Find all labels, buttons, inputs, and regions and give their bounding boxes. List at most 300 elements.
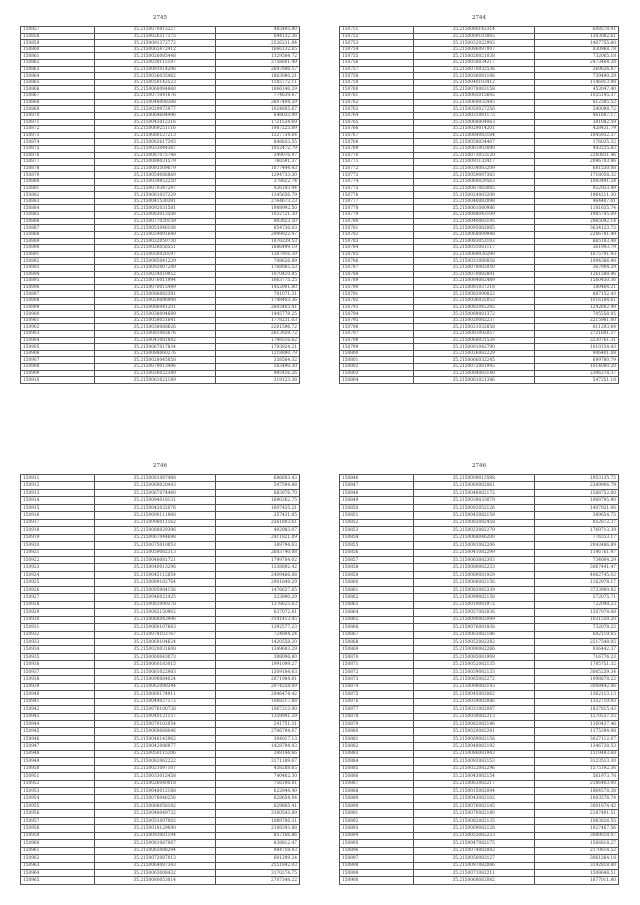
row-id-cell: 150961 [21,847,95,854]
row-id-cell: 150863 [340,601,414,608]
coordinate-cell: 35.2150051007002 [94,817,215,824]
coordinate-cell: 35.2150046082172 [413,489,534,496]
row-id-cell: 150962 [21,855,95,862]
row-id-cell: 150860 [21,46,95,53]
value-cell: 740402.30 [215,773,299,780]
table-row [340,212,619,219]
coordinate-cell: 35.2150060107663 [94,624,215,631]
row-id-cell: 150804 [340,377,414,384]
value-cell: 1566818.27 [534,840,618,847]
row-id-cell: 150752 [340,33,414,40]
coordinate-cell: 35.2150059082313 [94,549,215,556]
coordinate-cell: 35.2150046142962 [94,735,215,742]
row-id-cell: 150890 [340,802,414,809]
table-row [340,683,619,690]
data-table [339,474,619,885]
row-id-cell: 150881 [21,185,95,192]
value-cell: 682119.65 [534,631,618,638]
value-cell: 3733900.82 [534,586,618,593]
coordinate-cell: 35.2150082082146 [413,720,534,727]
row-id-cell: 150935 [21,653,95,660]
value-cell: 708626.89 [215,258,299,265]
value-cell: 561973.78 [534,773,618,780]
row-id-cell: 150903 [21,331,95,338]
coordinate-cell: 35.2150021097107 [94,765,215,772]
coordinate-cell: 35.2150043082102 [413,795,534,802]
value-cell: 857166.86 [215,832,299,839]
value-cell: 1175394.98 [534,728,618,735]
value-cell: 1303082.61 [534,33,618,40]
row-id-cell: 150890 [21,245,95,252]
value-cell: 485495.80 [215,27,299,34]
table-row [340,245,619,252]
coordinate-cell: 35.2150022082296 [413,765,534,772]
table-row [21,205,300,212]
coordinate-cell: 35.2150072087013 [94,855,215,862]
row-id-cell: 150940 [21,691,95,698]
table-row [21,788,300,795]
table-row [340,720,619,727]
coordinate-cell: 35.2150048049732 [94,810,215,817]
table-row [21,750,300,757]
value-cell: 2764673.23 [215,198,299,205]
value-cell: 1089706.31 [215,817,299,824]
coordinate-cell: 35.2150031082087 [413,706,534,713]
coordinate-cell: 35.2150069082158 [413,735,534,742]
value-cell: 2871984.81 [215,676,299,683]
coordinate-cell: 35.2150070347297 [94,185,215,192]
table-row [21,653,300,660]
table-row [340,172,619,179]
coordinate-cell: 35.2150070032536 [413,66,534,73]
coordinate-cell: 35.2150068046200 [413,534,534,541]
coordinate-cell: 35.2150081092057 [413,331,534,338]
table-row [340,278,619,285]
value-cell: 464407.01 [534,198,618,205]
coordinate-cell: 35.2150090082266 [413,646,534,653]
coordinate-cell: 35.2150080142314 [413,27,534,34]
coordinate-cell: 35.2150074103767 [94,631,215,638]
coordinate-cell: 35.2150082082135 [413,817,534,824]
value-cell: 1024605.67 [215,106,299,113]
value-cell: 716776.23 [534,653,618,660]
coordinate-cell: 35.2150065088294 [94,847,215,854]
row-id-cell: 150956 [21,810,95,817]
coordinate-cell: 35.2150040013296 [94,564,215,571]
row-id-cell: 150856 [340,549,414,556]
table-row [340,579,619,586]
table-row [340,877,619,884]
value-cell: 2043486.89 [534,542,618,549]
row-id-cell: 150896 [21,284,95,291]
table-row [21,317,300,324]
value-cell: 681530.08 [534,165,618,172]
table-row [21,185,300,192]
coordinate-cell: 35.2150080053014 [94,877,215,884]
table-row [340,46,619,53]
row-id-cell: 150947 [21,743,95,750]
row-id-cell: 150853 [340,527,414,534]
value-cell: 644132.36 [215,33,299,40]
coordinate-cell: 35.2150084083140 [413,370,534,377]
row-id-cell: 150888 [340,788,414,795]
coordinate-cell: 35.2150060183015 [94,661,215,668]
row-id-cell: 150790 [340,284,414,291]
table-row [21,53,300,60]
table-row [340,788,619,795]
value-cell: 1793924.21 [215,344,299,351]
table-row [340,112,619,119]
value-cell: 648033.99 [215,112,299,119]
table-row [340,53,619,60]
row-id-cell: 150892 [21,258,95,265]
table-row [340,284,619,291]
table-row [21,66,300,73]
value-cell: 1428794.03 [215,743,299,750]
value-cell: 3160543.89 [215,810,299,817]
table-row [21,73,300,80]
table-row [21,862,300,869]
coordinate-cell: 35.2150066043996 [94,616,215,623]
row-id-cell: 150912 [21,482,95,489]
table-row [21,278,300,285]
row-id-cell: 150891 [340,810,414,817]
value-cell: 547594.88 [215,482,299,489]
row-id-cell: 150896 [340,847,414,854]
row-id-cell: 150884 [340,758,414,765]
table-row [21,27,300,34]
coordinate-cell: 35.2150048008388 [94,99,215,106]
value-cell: 2605405.41 [215,304,299,311]
table-row [21,609,300,616]
value-cell: 1508648.51 [534,870,618,877]
table-row [340,802,619,809]
coordinate-cell: 35.2150081087488 [94,475,215,482]
table-row [340,758,619,765]
row-id-cell: 150799 [340,344,414,351]
coordinate-cell: 35.2150050020197 [94,251,215,258]
table-row [21,586,300,593]
row-id-cell: 150897 [340,855,414,862]
value-cell: 357431.05 [215,512,299,519]
row-id-cell: 150965 [21,877,95,884]
table-row [340,810,619,817]
row-id-cell: 150921 [21,549,95,556]
coordinate-cell: 35.2150042082159 [413,512,534,519]
table-row [21,172,300,179]
coordinate-cell: 35.2150071082211 [413,870,534,877]
table-row [21,795,300,802]
coordinate-cell: 35.2150040121157 [94,713,215,720]
table-row [340,132,619,139]
row-id-cell: 150795 [340,317,414,324]
coordinate-cell: 35.2150045012316 [94,119,215,126]
value-cell: 1093491.24 [534,179,618,186]
value-cell: 2946474.42 [215,691,299,698]
coordinate-cell: 35.2150070092891 [413,271,534,278]
coordinate-cell: 35.2150062098244 [94,683,215,690]
value-cell: 389794.63 [215,542,299,549]
table-row [340,527,619,534]
row-id-cell: 150893 [21,264,95,271]
table-row [21,475,300,482]
coordinate-cell: 35.2150048012188 [94,788,215,795]
coordinate-cell: 35.2150061037229 [94,192,215,199]
table-row [21,765,300,772]
coordinate-cell: 35.2150087075748 [94,152,215,159]
coordinate-cell: 35.2150071041676 [94,93,215,100]
row-id-cell: 150941 [21,698,95,705]
value-cell: 1718058.32 [534,172,618,179]
row-id-cell: 150892 [340,817,414,824]
value-cell: 1420558.20 [215,638,299,645]
value-cell: 1032721.30 [215,212,299,219]
table-row [340,601,619,608]
value-cell: 812385.52 [534,99,618,106]
table-row [340,728,619,735]
coordinate-cell: 35.2150076046256 [94,795,215,802]
row-id-cell: 150758 [340,73,414,80]
table-row [340,549,619,556]
coordinate-cell: 35.2150068082082 [413,877,534,884]
row-id-cell: 150857 [21,27,95,34]
value-cell: 852872.37 [534,519,618,526]
table-row [340,847,619,854]
table-row [340,676,619,683]
table-row [340,616,619,623]
value-cell: 774639.87 [215,93,299,100]
row-id-cell: 150851 [340,512,414,519]
row-id-cell: 150769 [340,145,414,152]
row-id-cell: 150883 [340,750,414,757]
table-row [21,601,300,608]
row-id-cell: 150877 [21,159,95,166]
coordinate-cell: 35.2150028045858 [94,357,215,364]
row-id-cell: 150849 [340,497,414,504]
row-id-cell: 150859 [340,571,414,578]
coordinate-cell: 35.2150089081929 [413,571,534,578]
table-row [340,231,619,238]
coordinate-cell: 35.2150067017834 [94,344,215,351]
table-row [21,579,300,586]
value-cell: 367904.29 [534,264,618,271]
coordinate-cell: 35.2150031081117 [413,245,534,252]
row-id-cell: 150882 [21,192,95,199]
value-cell: 1146913.98 [534,79,618,86]
row-id-cell: 150910 [21,377,95,384]
value-cell: 1218890.79 [215,350,299,357]
row-id-cell: 150943 [21,713,95,720]
row-id-cell: 150913 [21,489,95,496]
table-row [21,291,300,298]
coordinate-cell: 35.2150076081838 [413,624,534,631]
table-row [21,728,300,735]
row-id-cell: 150787 [340,264,414,271]
table-row [21,264,300,271]
row-id-cell: 150925 [21,579,95,586]
coordinate-cell: 35.2150021032858 [413,324,534,331]
value-cell: 3634123.72 [534,225,618,232]
table-row [21,304,300,311]
value-cell: 323890.29 [215,594,299,601]
row-id-cell: 150891 [21,251,95,258]
value-cell: 2096703.96 [534,159,618,166]
coordinate-cell: 35.2150060029563 [413,179,534,186]
value-cell: 3142818.80 [534,862,618,869]
coordinate-cell: 35.2150063008432 [94,870,215,877]
table-row [21,743,300,750]
value-cell: 936442.37 [534,646,618,653]
table-row [21,564,300,571]
table-row [21,106,300,113]
coordinate-cell: 35.2150088060276 [94,350,215,357]
value-cell: 338564.32 [215,357,299,364]
table-row [340,475,619,482]
coordinate-cell: 35.2150041081892 [94,337,215,344]
table-row [21,646,300,653]
row-id-cell: 150868 [21,99,95,106]
value-cell: 1877011.80 [534,877,618,884]
value-cell: 3027112.07 [534,735,618,742]
value-cell: 2647806.57 [215,66,299,73]
row-id-cell: 150939 [21,683,95,690]
row-id-cell: 150802 [340,364,414,371]
coordinate-cell: 35.2150090111968 [94,512,215,519]
table-row [21,231,300,238]
value-cell: 776553.17 [534,534,618,541]
table-row [340,594,619,601]
coordinate-cell: 35.2150033015458 [94,773,215,780]
value-cell: 2706794.07 [215,728,299,735]
coordinate-cell: 35.2150048082192 [413,743,534,750]
value-cell: 398096.80 [215,653,299,660]
coordinate-cell: 35.2150038094689 [94,311,215,318]
page-number: 2746 [472,463,486,469]
value-cell: 381082.59 [534,119,618,126]
table-row [21,624,300,631]
coordinate-cell: 35.2150061021346 [413,377,534,384]
coordinate-cell: 35.2150031080858 [413,258,534,265]
value-cell: 2170614.52 [534,847,618,854]
value-cell: 611293.64 [534,324,618,331]
table-row [340,198,619,205]
row-id-cell: 150934 [21,646,95,653]
value-cell: 2551842.03 [215,862,299,869]
coordinate-cell: 35.2150098011162 [94,519,215,526]
value-cell: 176035.32 [534,139,618,146]
coordinate-cell: 35.2150081087067 [94,840,215,847]
row-id-cell: 150931 [21,624,95,631]
table-row [21,847,300,854]
coordinate-cell: 35.2150053046108 [94,225,215,232]
row-id-cell: 150866 [21,86,95,93]
table-row [340,304,619,311]
table-row [21,271,300,278]
table-row [340,218,619,225]
value-cell: 3230761.31 [534,337,618,344]
table-row [340,331,619,338]
row-id-cell: 150763 [340,106,414,113]
row-id-cell: 150880 [340,728,414,735]
row-id-cell: 150952 [21,780,95,787]
coordinate-cell: 35.2150081099378 [94,601,215,608]
table-row [21,46,300,53]
table-row [340,79,619,86]
value-cell: 830968.78 [534,46,618,53]
value-cell: 756198.81 [215,780,299,787]
value-cell: 922933.49 [534,185,618,192]
table-row [21,284,300,291]
table-row [340,66,619,73]
coordinate-cell: 35.2150041530381 [94,198,215,205]
row-id-cell: 150928 [21,601,95,608]
table-row [340,735,619,742]
coordinate-cell: 35.2150026082229 [413,350,534,357]
table-row [340,825,619,832]
table-row [340,698,619,705]
row-id-cell: 150764 [340,112,414,119]
coordinate-cell: 35.2150029014201 [413,126,534,133]
row-id-cell: 150893 [340,825,414,832]
row-id-cell: 150772 [340,165,414,172]
table-row [340,126,619,133]
value-cell: 3061264.18 [534,855,618,862]
value-cell: 1063826.55 [534,817,618,824]
table-row [21,594,300,601]
value-cell: 1016184.61 [534,297,618,304]
row-id-cell: 150881 [340,735,414,742]
coordinate-cell: 35.2150070082180 [413,810,534,817]
table-row [340,780,619,787]
value-cell: 781071.31 [215,291,299,298]
coordinate-cell: 35.2150085041229 [94,258,215,265]
value-cell: 1242602.49 [534,304,618,311]
table-row [340,832,619,839]
row-id-cell: 150870 [21,112,95,119]
coordinate-cell: 35.2150068004063 [413,119,534,126]
value-cell: 1160437.46 [534,720,618,727]
value-cell: 1769713.39 [534,527,618,534]
value-cell: 1035145.37 [534,93,618,100]
row-id-cell: 150911 [21,475,95,482]
coordinate-cell: 35.2150093081194 [94,832,215,839]
table-row [21,297,300,304]
table-row [340,661,619,668]
table-row [340,297,619,304]
page-number: 2745 [153,15,167,21]
coordinate-cell: 35.2150068009948 [413,231,534,238]
value-cell: 1952472.79 [215,145,299,152]
row-id-cell: 150875 [21,145,95,152]
coordinate-cell: 35.2150036035462 [94,73,215,80]
value-cell: 3001874.42 [534,802,618,809]
coordinate-cell: 35.2150052082282 [413,638,534,645]
table-row [340,706,619,713]
value-cell: 1976239.53 [215,238,299,245]
coordinate-cell: 35.2150050027256 [413,106,534,113]
coordinate-cell: 35.2150046021425 [94,594,215,601]
table-row [340,512,619,519]
row-id-cell: 150871 [21,119,95,126]
coordinate-cell: 35.2150050142523 [94,79,215,86]
row-id-cell: 150755 [340,53,414,60]
value-cell: 1181635.74 [534,205,618,212]
value-cell: 1185772.11 [215,79,299,86]
row-id-cell: 150919 [21,534,95,541]
table-row [21,832,300,839]
table-row [340,344,619,351]
coordinate-cell: 35.2150039033079 [413,497,534,504]
